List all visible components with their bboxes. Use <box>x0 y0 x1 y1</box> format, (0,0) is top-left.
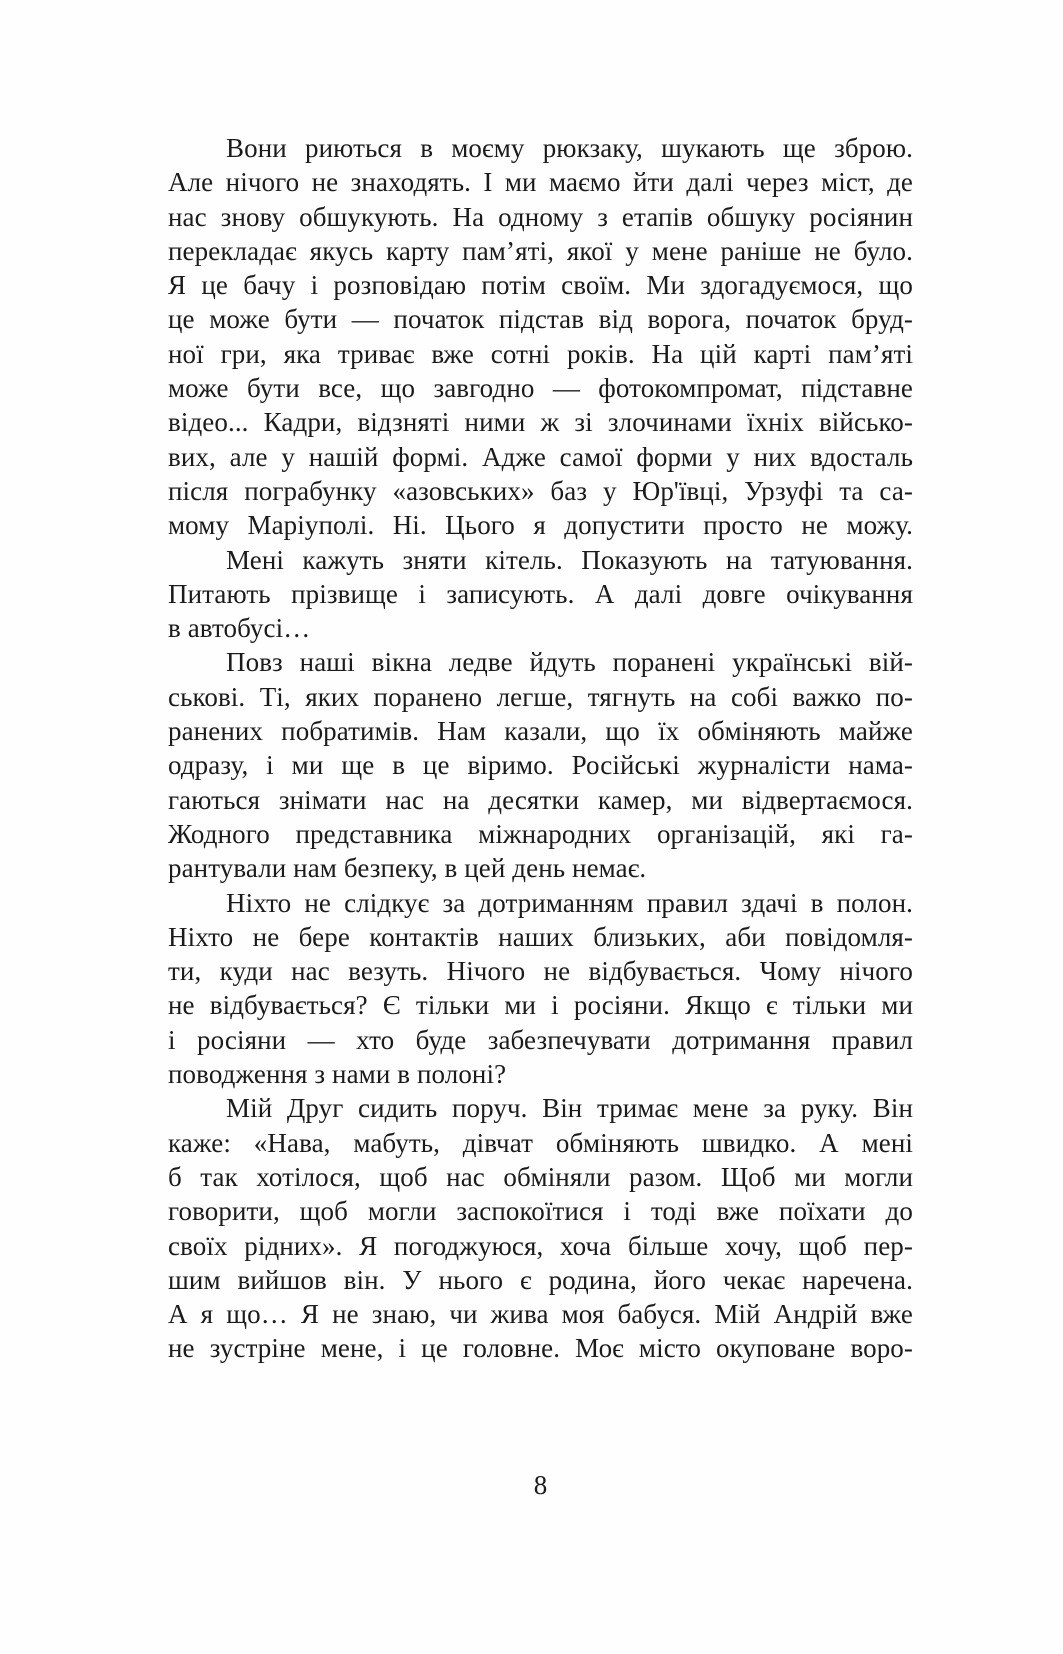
text-line: Жодного представника міжнародних організацій, які га- <box>168 818 913 849</box>
text-line: гаються знімати нас на десятки камер, ми відвертаємося. <box>168 784 913 815</box>
text-line: ранених побратимів. Нам казали, що їх обміняють майже <box>168 716 913 747</box>
text-line: відео... Кадри, відзняті ними ж зі злочинами їхніх військо- <box>168 407 913 438</box>
page-number: 8 <box>533 1470 548 1500</box>
paragraph <box>168 1091 913 1365</box>
text-line: Мій Друг сидить поруч. Він тримає мене за руку. Він <box>226 1093 913 1124</box>
text-line: шим вийшов він. У нього є родина, його чекає наречена. <box>168 1264 913 1295</box>
text-line: Ніхто не слідкує за дотриманням правил здачі в полон. <box>226 887 913 918</box>
text-line: нас знову обшукують. На одному з етапів обшуку росіянин <box>168 201 913 232</box>
paragraph <box>168 543 913 646</box>
text-line: Вони риються в моєму рюкзаку, шукають ще зброю. <box>226 133 913 163</box>
text-line: Я це бачу і розповідаю потім своїм. Ми здогадуємося, що <box>168 270 913 301</box>
text-line: перекладає якусь карту пам’яті, якої у мене раніше не було. <box>168 235 913 266</box>
text-line: рантували нам безпеку, в цей день немає. <box>168 853 647 884</box>
text-line: ної гри, яка триває вже сотні років. На цій карті пам’яті <box>168 338 913 369</box>
text-line: А я що… Я не знаю, чи жива моя бабуся. Мій Андрій вже <box>168 1299 913 1330</box>
text-line: Повз наші вікна ледве йдуть поранені українські вій- <box>226 647 913 678</box>
text-line: Ніхто не бере контактів наших близьких, аби повідомля- <box>168 921 913 952</box>
text-line: одразу, і ми ще в це віримо. Російські журналісти нама- <box>168 750 913 781</box>
text-line: і росіяни — хто буде забезпечувати дотримання правил <box>168 1024 913 1055</box>
text-line: ти, куди нас везуть. Нічого не відбувається. Чому нічого <box>168 956 913 987</box>
text-line: говорити, щоб могли заспокоїтися і тоді вже поїхати до <box>168 1196 913 1227</box>
text-line: не відбувається? Є тільки ми і росіяни. Якщо є тільки ми <box>168 990 913 1021</box>
text-line: не зустріне мене, і це головне. Моє місто окуповане воро- <box>168 1333 913 1364</box>
text-line: це може бути — початок підстав від ворога, початок бруд- <box>168 304 913 335</box>
paragraph <box>168 886 913 1092</box>
text-line: мому Маріуполі. Ні. Цього я допустити просто не можу. <box>168 510 913 541</box>
text-line: в автобусі… <box>168 613 311 644</box>
paragraph <box>168 131 913 543</box>
text-line: після пограбунку «азовських» баз у Юр'ївці, Урзуфі та са- <box>168 475 913 506</box>
text-line: каже: «Нава, мабуть, дівчат обміняють швидко. А мені <box>168 1127 913 1158</box>
text-line: Мені кажуть зняти кітель. Показують на татуювання. <box>226 544 913 575</box>
paragraph <box>168 645 913 885</box>
text-line: б так хотілося, щоб нас обміняли разом. Щоб ми могли <box>168 1161 913 1192</box>
text-line: Питають прізвище і записують. А далі довге очікування <box>168 578 913 609</box>
text-line: поводження з нами в полоні? <box>168 1059 507 1090</box>
text-line: Але нічого не знаходять. І ми маємо йти далі через міст, де <box>168 167 913 198</box>
page-text <box>168 131 913 1366</box>
text-line: ськові. Ті, яких поранено легше, тягнуть на собі важко по- <box>168 681 913 712</box>
text-line: своїх рідних». Я погоджуюся, хоча більше хочу, щоб пер- <box>168 1230 913 1261</box>
text-line: вих, але у нашій формі. Адже самої форми у них вдосталь <box>168 441 913 472</box>
text-line: може бути все, що завгодно — фотокомпромат, підставне <box>168 373 913 404</box>
